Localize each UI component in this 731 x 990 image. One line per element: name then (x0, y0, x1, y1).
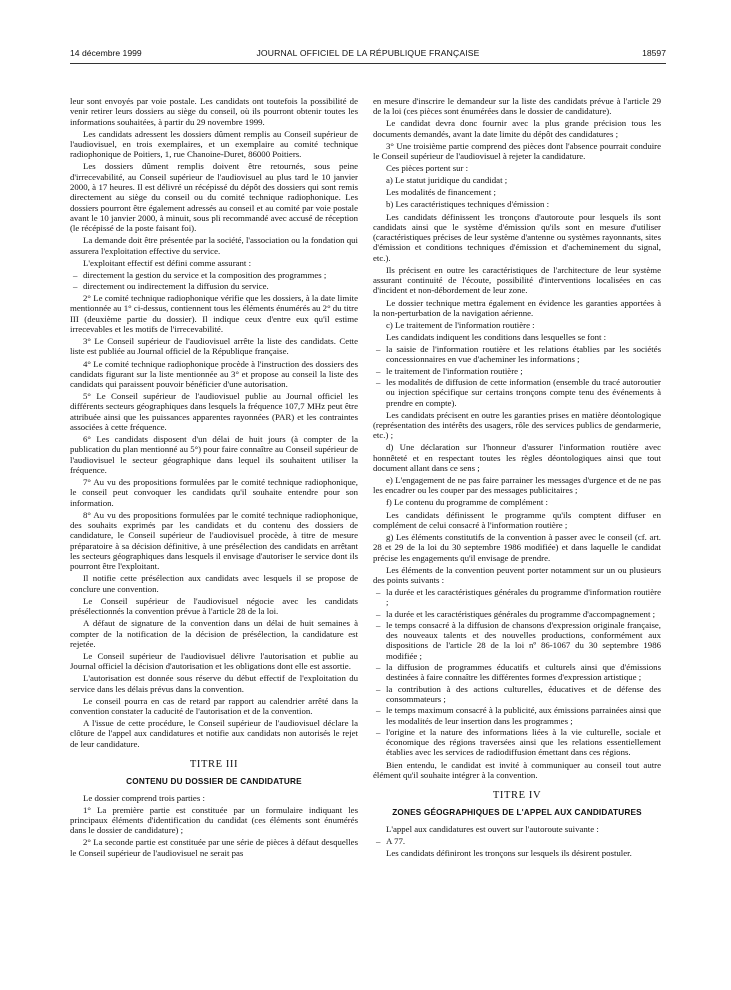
paragraph: Il notifie cette présélection aux candidats avec lesquels il se propose de conclure une convention. (70, 573, 358, 594)
list-item: – la contribution à des actions culturelles, éducatives et de défense des consommateurs ; (373, 684, 661, 705)
paragraph: Le Conseil supérieur de l'audiovisuel négocie avec les candidats présélectionnés la convention prévue à l'article 28 de la loi. (70, 595, 358, 617)
list-item: – la saisie de l'information routière et les relations établies par les sociétés concessionnaires en vue d'acheminer les informations ; (373, 344, 661, 365)
section-title: TITRE IV (492, 790, 542, 802)
paragraph: en mesure d'inscrire le demandeur sur la liste des candidats prévue à l'article 29 de la loi (ces pièces sont énumérées dans le dossier de candidature). (373, 96, 661, 117)
section-subtitle: ZONES GÉOGRAPHIQUES DE L'APPEL AUX CANDIDATURES (392, 808, 642, 818)
paragraph: 5° Le Conseil supérieur de l'audiovisuel publie au Journal officiel les différents secteurs géographiques dans lesquels la fréquence 107,7 MHz peut être attribuée ainsi que les puissances apparentes rayonnées (PAR) et les contraintes associées à cette fréquence. (70, 391, 358, 433)
bullet-list (373, 587, 661, 758)
paragraph: c) Le traitement de l'information routière : (386, 319, 535, 330)
paragraph: Ils précisent en outre les caractéristiques de l'architecture de leur système assurant continuité de l'écoute, possibilité d'interventions localisées en cas d'incident et non-débordement de leur zone. (373, 264, 661, 296)
paragraph: Les candidats indiquent les conditions dans lesquelles se font : (386, 332, 607, 342)
list-item: – la durée et les caractéristiques générales du programme d'information routière ; (373, 587, 661, 608)
bullet-list (70, 270, 358, 292)
paragraph: L'exploitant effectif est défini comme assurant : (83, 257, 252, 268)
paragraph: 3° Le Conseil supérieur de l'audiovisuel arrête la liste des candidats. Cette liste est publiée au Journal officiel de la République française. (70, 336, 358, 357)
left-column (70, 96, 358, 964)
section-subtitle: CONTENU DU DOSSIER DE CANDIDATURE (126, 777, 302, 787)
paragraph: Les éléments de la convention peuvent porter notamment sur un ou plusieurs des points suivants : (373, 564, 661, 585)
paragraph: d) Une déclaration sur l'honneur d'assurer l'information routière avec honnêteté et en respectant toutes les règles déontologiques ainsi que tout document allant dans ce sens ; (373, 442, 661, 473)
list-item: – le traitement de l'information routière ; (373, 366, 661, 376)
paragraph: L'autorisation est donnée sous réserve du début effectif de l'exploitation du service dans les délais prévus dans la convention. (70, 673, 358, 694)
paragraph: L'appel aux candidatures est ouvert sur l'autoroute suivante : (386, 823, 599, 834)
paragraph: Les candidats précisent en outre les garanties prises en matière déontologique (représentation des intérêts des usagers, rôle des services publics de gendarmerie, etc.) ; (373, 409, 661, 441)
paragraph: Les candidats définissent les tronçons d'autoroute pour lesquels ils sont candidats ainsi que le système d'émission qu'ils sont en mesure d'utiliser (caractéristiques précises de leur système d'antenne ou systèmes rayonnants, sites d'émission et conditions techniques d'émission et d'acheminement du signal, etc.). (373, 211, 661, 263)
paragraph: leur sont envoyés par voie postale. Les candidats ont toutefois la possibilité de venir retirer leurs dossiers au siège du conseil, où ils pourront obtenir toutes les informations souhaitées, à partir du 29 novembre 1999. (70, 96, 358, 127)
bullet-list (373, 836, 661, 846)
paragraph: Le conseil pourra en cas de retard par rapport au calendrier arrêté dans la convention constater la caducité de l'autorisation et de la convention. (70, 695, 358, 716)
paragraph: Les candidats définiront les tronçons sur lesquels ils désirent postuler. (386, 847, 632, 858)
bullet-list (373, 344, 661, 408)
paragraph: Les candidats définissent le programme qu'ils comptent diffuser en complément de celui consacré à l'information routière ; (373, 509, 661, 530)
header-rule (70, 63, 666, 64)
list-item: – les modalités de diffusion de cette information (ensemble du tracé autoroutier ou injection spécifique sur certains tronçons compte tenu des événements à prendre en compte). (373, 377, 661, 408)
journal-title: JOURNAL OFFICIEL DE LA RÉPUBLIQUE FRANÇAISE (256, 48, 480, 58)
page-header (70, 48, 666, 62)
paragraph: Le dossier comprend trois parties : (83, 792, 205, 803)
page-number: 18597 (642, 48, 666, 58)
header-date: 14 décembre 1999 (70, 48, 142, 58)
paragraph: Ces pièces portent sur : (386, 163, 469, 174)
list-item: – A 77. (373, 836, 661, 846)
paragraph: Le candidat devra donc fournir avec la plus grande précision tous les documents demandés, avant la date limite du dépôt des candidatures ; (373, 118, 661, 139)
paragraph: 8° Au vu des propositions formulées par le comité technique radiophonique, des souhaits exprimés par les candidats et du contenu des dossiers de candidature, le Conseil supérieur de l'audiovisuel procède, à titre de mesure préparatoire à sa décision définitive, à une présélection des candidats en arrêtant les secteurs géographiques dans lesquels il envisage d'autoriser le service dont ils pourront être l'exploitant. (70, 509, 358, 572)
list-item: – l'origine et la nature des informations liées à la vie culturelle, sociale et économique des régions traversées ainsi que les relations essentiellement établies avec les services de radiodiffusion émettant dans ces régions. (373, 727, 661, 758)
paragraph: Les dossiers dûment remplis doivent être retournés, sous peine d'irrecevabilité, au Conseil supérieur de l'audiovisuel au plus tard le 10 janvier 2000, à 17 heures. Il est délivré un récépissé du dépôt des dossiers qui sont remis directement au siège du conseil ou du comité technique radiophonique. Les dossiers pourront être également adressés au conseil et au comité par voie postale avant le 10 janvier 2000, à minuit, sous pli recommandé avec accusé de réception (le récépissé de la poste faisant foi). (70, 161, 358, 234)
paragraph: e) L'engagement de ne pas faire parrainer les messages d'urgence et de ne pas les encadrer ou les couper par des messages publicitaires ; (373, 475, 661, 496)
list-item: – directement ou indirectement la diffusion du service. (70, 281, 358, 291)
section-title: TITRE III (189, 758, 239, 770)
paragraph: 7° Au vu des propositions formulées par le comité technique radiophonique, le conseil peut convoquer les candidats qu'il souhaite entendre pour son information. (70, 477, 358, 508)
paragraph: La demande doit être présentée par la société, l'association ou la fondation qui assurera l'exploitation effective du service. (70, 235, 358, 256)
paragraph: 3° Une troisième partie comprend des pièces dont l'absence pourrait conduire le Conseil supérieur de l'audiovisuel à rejeter la candidature. (373, 140, 661, 162)
paragraph: 2° La seconde partie est constituée par une série de pièces à défaut desquelles le Conseil supérieur de l'audiovisuel ne serait pas (70, 837, 358, 858)
list-item: – directement la gestion du service et la composition des programmes ; (70, 270, 358, 280)
list-item: – le temps consacré à la diffusion de chansons d'expression originale française, des nouveaux talents et des nouvelles productions, conformément aux dispositions de l'article 28 de la loi nº 86-1067 du 30 septembre 1986 modifiée ; (373, 620, 661, 661)
list-item: – la diffusion de programmes éducatifs et culturels ainsi que d'émissions destinées à faire connaître les différentes formes d'expression artistique ; (373, 662, 661, 683)
list-item: – la durée et les caractéristiques générales du programme d'accompagnement ; (373, 609, 661, 619)
right-column (373, 96, 661, 964)
list-item: – le temps maximum consacré à la publicité, aux émissions parrainées ainsi que les modalités de leur insertion dans les programmes ; (373, 705, 661, 726)
paragraph: A l'issue de cette procédure, le Conseil supérieur de l'audiovisuel déclare la clôture de l'appel aux candidatures et notifie aux candidats non autorisés le rejet de leur candidature. (70, 718, 358, 749)
paragraph: a) Le statut juridique du candidat ; (386, 175, 508, 186)
paragraph: 2° Le comité technique radiophonique vérifie que les dossiers, à la date limite mentionnée au 1° ci-dessus, contiennent tous les éléments énumérés au 2° du titre III (deuxième partie du dossier). Il indique ceux d'entre eux qu'il estime irrecevables et les motifs de l'irrecevabilité. (70, 293, 358, 335)
paragraph: Les candidats adressent les dossiers dûment remplis au Conseil supérieur de l'audiovisuel, en trois exemplaires, et un exemplaire au comité technique radiophonique de Poitiers, 1, rue Chanoine-Duret, 86000 Poitiers. (70, 128, 358, 160)
paragraph: A défaut de signature de la convention dans un délai de huit semaines à compter de la notification de la décision de présélection, la candidature est rejetée. (70, 618, 358, 649)
paragraph: 1° La première partie est constituée par un formulaire indiquant les principaux éléments d'identification du candidat (ces éléments sont énumérés dans le dossier de candidature) ; (70, 804, 358, 836)
paragraph: g) Les éléments constitutifs de la convention à passer avec le conseil (cf. art. 28 et 29 de la loi du 30 septembre 1986 modifiée) et dans laquelle le candidat précise les engagements qu'il envisage de prendre. (373, 531, 661, 563)
paragraph: Bien entendu, le candidat est invité à communiquer au conseil tout autre élément qu'il souhaite intégrer à la convention. (373, 759, 661, 780)
paragraph: b) Les caractéristiques techniques d'émission : (386, 199, 550, 210)
paragraph: 6° Les candidats disposent d'un délai de huit jours (à compter de la publication du plan mentionné au 5°) pour faire connaître au Conseil supérieur de l'audiovisuel le secteur géographique dans lequel ils souhaitent utiliser la fréquence. (70, 434, 358, 476)
paragraph: 4° Le comité technique radiophonique procède à l'instruction des dossiers des candidats figurant sur la liste mentionnée au 3° et propose au conseil la liste des candidats qui paraissent pouvoir bénéficier d'une autorisation. (70, 358, 358, 390)
paragraph: Le Conseil supérieur de l'audiovisuel délivre l'autorisation et publie au Journal officiel la décision d'autorisation et les obligations dont elle est assortie. (70, 650, 358, 672)
paragraph: Le dossier technique mettra également en évidence les garanties apportées à la non-perturbation de la navigation aérienne. (373, 297, 661, 318)
paragraph: f) Le contenu du programme de complément : (386, 497, 548, 508)
paragraph: Les modalités de financement ; (386, 187, 496, 198)
